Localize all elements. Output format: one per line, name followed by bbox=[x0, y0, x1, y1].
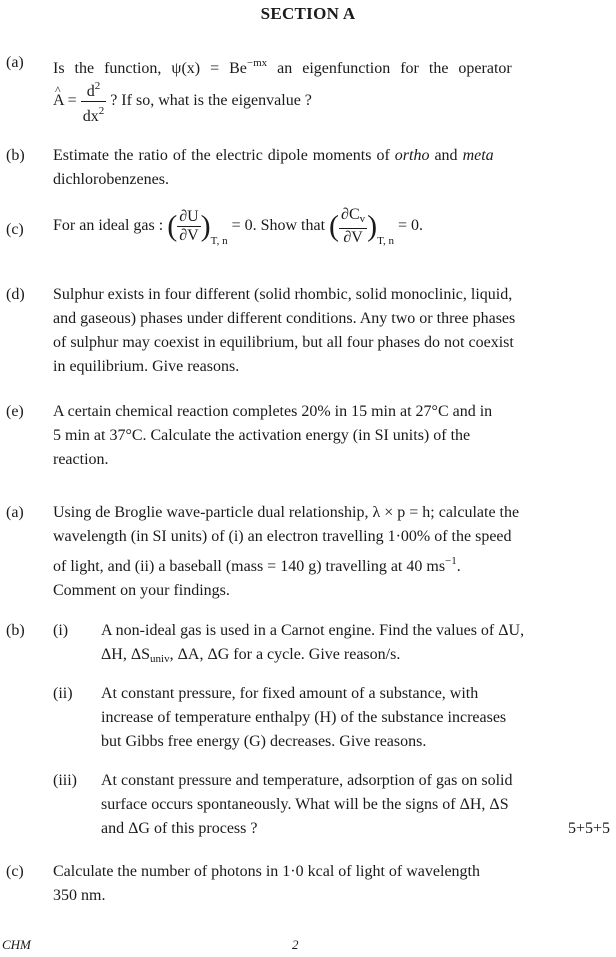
q1d-label: (d) bbox=[6, 286, 25, 303]
q2c-text: Calculate the number of photons in 1·0 kcal of light of wavelength 350 nm. bbox=[53, 863, 480, 904]
q2b-i-label: (i) bbox=[53, 622, 69, 639]
q2b-ii-text: At constant pressure, for fixed amount of a substance, with increase of temperature enthalpy (H) of the substance increases but Gibbs free energy (G) decreases. Give reasons. bbox=[101, 685, 507, 750]
q1e-text: A certain chemical reaction completes 20% in 15 min at 27°C and in 5 min at 37°C. Calculate the activation energy (in SI units) of the reaction. bbox=[53, 403, 493, 468]
q1e-label: (e) bbox=[6, 403, 24, 420]
q2b-label: (b) bbox=[6, 622, 25, 639]
q2a-label: (a) bbox=[6, 504, 24, 521]
q1a-line2: ^ A = $\frac{d^2}{dx^2}$ ? If so, what is the eigenvalue ? bbox=[53, 77, 607, 126]
q1a-fraction: $\frac{d^2}{dx^2}$ bbox=[81, 77, 107, 126]
q2a-text: Using de Broglie wave-particle dual relationship, λ × p = h; calculate the wavelength (in SI units) of (i) an electron travelling 1·00% of the speed of light, and (ii) a baseball (mass = 140 g) travelling at 40 $ms^{-1}$. Comment on your findings. bbox=[53, 504, 520, 599]
q2b-i-text: A non-ideal gas is used in a Carnot engine. Find the values of ΔU, ΔH, $\Delta S_{univ}$, ΔA, ΔG for a cycle. Give reason/s. bbox=[101, 622, 525, 665]
q2c-label: (c) bbox=[6, 863, 24, 880]
q1c-label: (c) bbox=[6, 221, 24, 238]
q1a-line1: Is the function, $\psi(x) = Be^{-mx}$ an eigenfunction for the operator bbox=[53, 57, 512, 77]
q2b-ii-label: (ii) bbox=[53, 685, 73, 702]
q2b-iii-text: At constant pressure and temperature, adsorption of gas on solid surface occurs spontaneously. What will be the signs of ΔH, ΔS and ΔG of this process ? bbox=[101, 772, 513, 837]
operator-A: ^ A = bbox=[53, 89, 77, 113]
marks-allocation: 5+5+5 bbox=[567, 820, 610, 837]
section-title: SECTION A bbox=[260, 4, 356, 23]
q1b-text: Estimate the ratio of the electric dipole moments of ortho and meta dichlorobenzenes. bbox=[53, 147, 494, 188]
q1a-label: (a) bbox=[6, 54, 24, 71]
q1b-label: (b) bbox=[6, 147, 25, 164]
q1c-text: For an ideal gas : ( $\frac{\partial U}{\partial V}$ )$_{T, n} = 0$. Show that ( $\frac{\partial C_v}{\partial V}$ )$_{T, n} = 0$. bbox=[53, 206, 424, 248]
footer-page-number: 2 bbox=[292, 937, 299, 952]
q2b-iii-label: (iii) bbox=[53, 772, 77, 789]
footer-code: CHM bbox=[2, 937, 31, 952]
q1d-text: Sulphur exists in four different (solid rhombic, solid monoclinic, liquid, and gaseous) phases under different conditions. Any two or three phases of sulphur may coexist in equilibrium, but all four phases do not coexist in equilibrium. Give reasons. bbox=[53, 286, 516, 375]
